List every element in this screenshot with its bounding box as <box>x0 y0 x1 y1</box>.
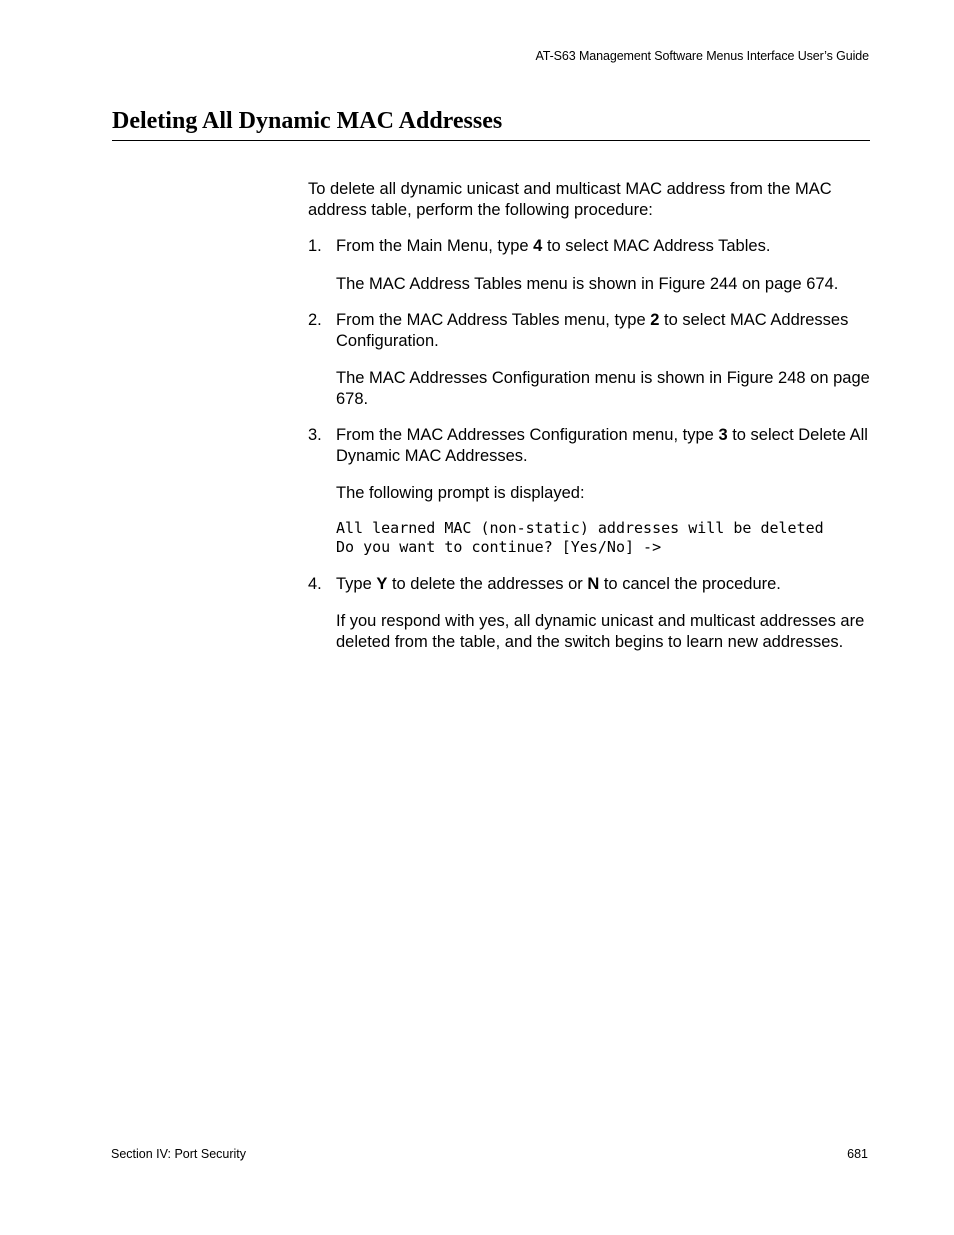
step-instruction: Type Y to delete the addresses or N to cancel the procedure. <box>336 574 781 593</box>
page-number: 681 <box>847 1147 868 1161</box>
step-instruction: From the Main Menu, type 4 to select MAC Address Tables. <box>336 237 771 255</box>
key-label: 2 <box>650 311 660 329</box>
intro-paragraph: To delete all dynamic unicast and multicast MAC address from the MAC address table, perform the following procedure: <box>308 180 832 219</box>
key-label: 3 <box>718 426 728 444</box>
step-number: 2. <box>308 311 322 329</box>
code-line: All learned MAC (non-static) addresses will be deleted <box>336 518 824 537</box>
step-note: The MAC Addresses Configuration menu is shown in Figure 248 on page 678. <box>336 369 870 408</box>
step-number: 1. <box>308 237 322 255</box>
key-label: N <box>587 574 600 593</box>
running-header: AT-S63 Management Software Menus Interface User’s Guide <box>535 49 869 63</box>
procedure-steps <box>308 236 870 652</box>
step-3 <box>308 425 870 558</box>
step-number: 4. <box>308 574 322 593</box>
step-note: If you respond with yes, all dynamic unicast and multicast addresses are deleted from the table, and the switch begins to learn new addresses. <box>336 612 865 651</box>
console-prompt <box>336 519 870 558</box>
key-label: 4 <box>533 237 543 255</box>
step-1 <box>308 236 870 294</box>
step-4 <box>308 574 870 653</box>
step-2 <box>308 310 870 409</box>
code-line: Do you want to continue? [Yes/No] -> <box>336 538 662 556</box>
step-note: The following prompt is displayed: <box>336 484 585 502</box>
footer-section: Section IV: Port Security <box>111 1147 247 1161</box>
title-rule <box>112 140 870 141</box>
step-number: 3. <box>308 426 322 444</box>
key-label: Y <box>376 574 388 593</box>
step-instruction: From the MAC Address Tables menu, type 2 to select MAC Addresses Configuration. <box>336 311 849 350</box>
step-note: The MAC Address Tables menu is shown in Figure 244 on page 674. <box>336 274 839 293</box>
step-instruction: From the MAC Addresses Configuration menu, type 3 to select Delete All Dynamic MAC Addresses. <box>336 426 868 465</box>
procedure-content <box>308 179 870 668</box>
section-title: Deleting All Dynamic MAC Addresses <box>112 108 503 134</box>
